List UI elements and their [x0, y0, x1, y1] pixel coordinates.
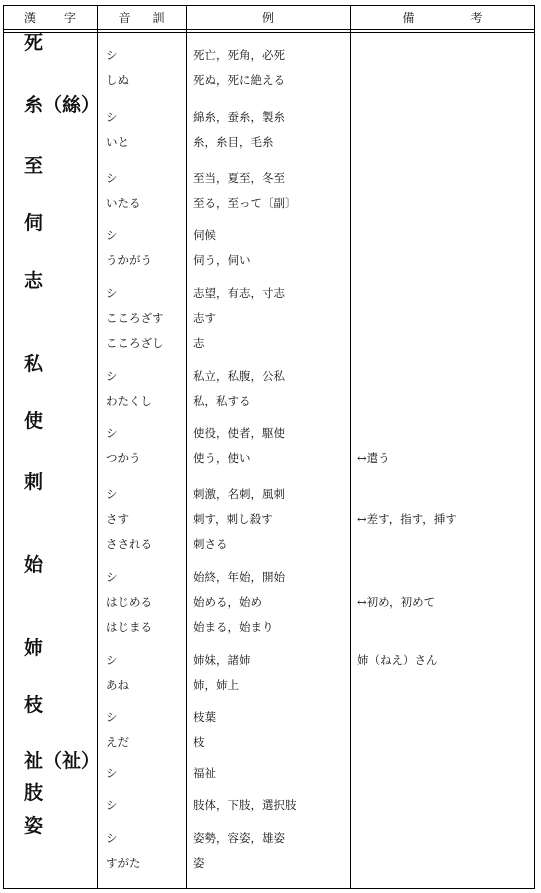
header-divider — [3, 32, 535, 33]
example-cell: 姉，姉上 — [193, 678, 239, 692]
example-cell: 死亡，死角，必死 — [193, 48, 285, 62]
reading-cell: シ — [106, 487, 118, 501]
column-divider — [186, 5, 187, 889]
reading-cell: シ — [106, 48, 118, 62]
reading-cell: シ — [106, 286, 118, 300]
reading-cell: シ — [106, 570, 118, 584]
example-cell: 使う，使い — [193, 451, 251, 465]
reading-cell: しぬ — [106, 73, 129, 87]
reading-cell: こころざす — [106, 311, 164, 325]
example-cell: 刺激，名刺，風刺 — [193, 487, 285, 501]
example-cell: 始める，始め — [193, 595, 262, 609]
kanji-cell: 至 — [24, 155, 44, 177]
reading-cell: シ — [106, 171, 118, 185]
reading-cell: こころざし — [106, 336, 164, 350]
reading-cell: はじまる — [106, 620, 152, 634]
example-cell: 志す — [193, 311, 216, 325]
reading-cell: シ — [106, 426, 118, 440]
header-text: 訓 — [152, 10, 165, 25]
reading-cell: シ — [106, 766, 118, 780]
reading-cell: わたくし — [106, 394, 152, 408]
header-reading — [97, 5, 186, 29]
header-kanji — [3, 5, 97, 29]
reading-cell: シ — [106, 831, 118, 845]
example-cell: 志望，有志，寸志 — [193, 286, 285, 300]
note-cell: ↔差す，指す，挿す — [357, 512, 457, 526]
kanji-cell: 始 — [24, 554, 44, 576]
example-cell: 姿 — [193, 856, 205, 870]
example-cell: 姉妹，諸姉 — [193, 653, 251, 667]
kanji-cell: 私 — [24, 353, 44, 375]
reading-cell: シ — [106, 798, 118, 812]
example-cell: 糸，糸目，毛糸 — [193, 135, 274, 149]
reading-cell: さされる — [106, 537, 152, 551]
header-text: 例 — [261, 10, 274, 25]
reading-cell: うかがう — [106, 253, 152, 267]
example-cell: 刺す，刺し殺す — [193, 512, 273, 526]
header-divider — [3, 29, 535, 30]
example-cell: 私，私する — [193, 394, 251, 408]
kanji-cell: 志 — [24, 270, 44, 292]
kanji-cell: 使 — [24, 410, 44, 432]
example-cell: 始終，年始，開始 — [193, 570, 285, 584]
reading-cell: すがた — [106, 856, 141, 870]
reading-cell: シ — [106, 228, 118, 242]
kanji-cell: 肢 — [24, 782, 44, 804]
kanji-cell: 伺 — [24, 212, 44, 234]
kanji-cell: 糸（絲） — [24, 94, 101, 116]
reading-cell: いたる — [106, 196, 141, 210]
example-cell: 私立，私腹，公私 — [193, 369, 285, 383]
reading-cell: つかう — [106, 451, 141, 465]
kanji-cell: 死 — [24, 32, 44, 54]
header-example — [186, 5, 350, 29]
note-cell: ↔初め，初めて — [357, 595, 436, 609]
note-cell: ↔遣う — [357, 451, 390, 465]
header-text: 字 — [64, 10, 77, 25]
example-cell: 死ぬ，死に絶える — [193, 73, 285, 87]
example-cell: 伺候 — [193, 228, 216, 242]
header-text: 考 — [470, 10, 483, 25]
example-cell: 伺う，伺い — [193, 253, 251, 267]
kanji-cell: 祉（祉） — [24, 750, 101, 772]
reading-cell: シ — [106, 710, 118, 724]
example-cell: 姿勢，容姿，雄姿 — [193, 831, 285, 845]
note-cell: 姉（ねえ）さん — [357, 653, 438, 667]
example-cell: 至る，至って〔副〕 — [193, 196, 297, 210]
example-cell: 肢体，下肢，選択肢 — [193, 798, 297, 812]
header-text: 漢 — [23, 10, 36, 25]
example-cell: 福祉 — [193, 766, 216, 780]
example-cell: 始まる，始まり — [193, 620, 274, 634]
kanji-cell: 姉 — [24, 637, 44, 659]
example-cell: 使役，使者，駆使 — [193, 426, 285, 440]
header-text: 備 — [402, 10, 415, 25]
kanji-cell: 刺 — [24, 471, 44, 493]
reading-cell: シ — [106, 653, 118, 667]
reading-cell: いと — [106, 135, 129, 149]
example-cell: 刺さる — [193, 537, 228, 551]
header-text: 音 — [118, 10, 131, 25]
example-cell: 綿糸，蚕糸，製糸 — [193, 110, 285, 124]
reading-cell: えだ — [106, 735, 129, 749]
example-cell: 志 — [193, 336, 205, 350]
example-cell: 至当，夏至，冬至 — [193, 171, 285, 185]
reading-cell: はじめる — [106, 595, 152, 609]
column-divider — [350, 5, 351, 889]
example-cell: 枝葉 — [193, 710, 216, 724]
reading-cell: シ — [106, 110, 118, 124]
reading-cell: シ — [106, 369, 118, 383]
header-notes — [350, 5, 535, 29]
example-cell: 枝 — [193, 735, 205, 749]
reading-cell: あね — [106, 678, 129, 692]
kanji-cell: 姿 — [24, 815, 44, 837]
reading-cell: さす — [106, 512, 129, 526]
kanji-cell: 枝 — [24, 694, 44, 716]
